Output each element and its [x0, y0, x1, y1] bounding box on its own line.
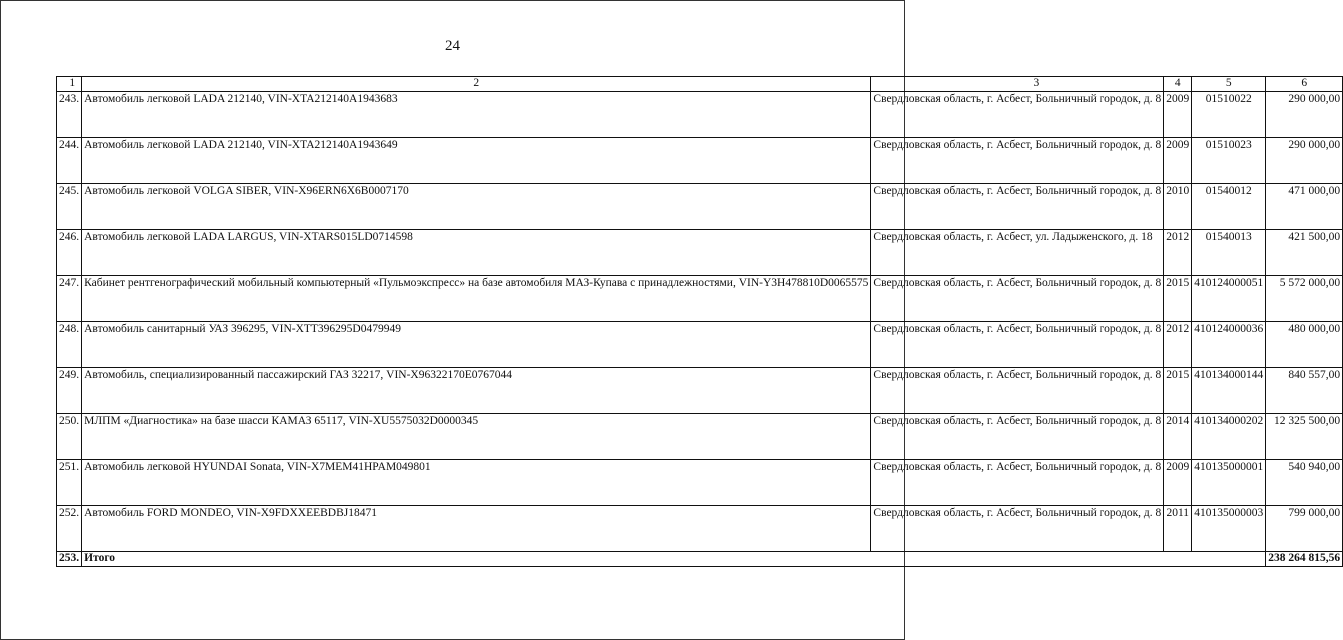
item-name: Автомобиль легковой LADA 212140, VIN-XTA212140A1943649 — [82, 138, 871, 184]
page-number: 24 — [445, 38, 460, 54]
item-cost: 290 000,00 — [1266, 92, 1343, 138]
column-header-5: 5 — [1192, 77, 1266, 92]
item-address: Свердловская область, г. Асбест, Больничный городок, д. 8 — [871, 322, 1164, 368]
table-row — [57, 506, 1343, 552]
table-row — [57, 92, 1343, 138]
inventory-number: 01540013 — [1192, 230, 1266, 276]
item-cost: 12 325 500,00 — [1266, 414, 1343, 460]
inventory-number: 410134000202 — [1192, 414, 1266, 460]
column-header-6: 6 — [1266, 77, 1343, 92]
item-address: Свердловская область, г. Асбест, Больничный городок, д. 8 — [871, 92, 1164, 138]
item-address: Свердловская область, г. Асбест, Больничный городок, д. 8 — [871, 506, 1164, 552]
inventory-number: 410135000003 — [1192, 506, 1266, 552]
item-name: Автомобиль санитарный УАЗ 396295, VIN-XTT396295D0479949 — [82, 322, 871, 368]
total-blank-cell — [871, 552, 1164, 567]
row-number: 250. — [57, 414, 82, 460]
item-cost: 480 000,00 — [1266, 322, 1343, 368]
item-cost: 540 940,00 — [1266, 460, 1343, 506]
item-address: Свердловская область, г. Асбест, Больничный городок, д. 8 — [871, 460, 1164, 506]
table-row — [57, 276, 1343, 322]
item-address: Свердловская область, г. Асбест, Больничный городок, д. 8 — [871, 276, 1164, 322]
item-address: Свердловская область, г. Асбест, ул. Ладыженского, д. 18 — [871, 230, 1164, 276]
column-header-4: 4 — [1164, 77, 1192, 92]
row-number: 247. — [57, 276, 82, 322]
row-number: 251. — [57, 460, 82, 506]
item-year: 2015 — [1164, 276, 1192, 322]
item-name: Автомобиль легковой HYUNDAI Sonata, VIN-X7MEM41HPAM049801 — [82, 460, 871, 506]
inventory-number: 410124000051 — [1192, 276, 1266, 322]
total-cost: 238 264 815,56 — [1266, 552, 1343, 567]
item-cost: 840 557,00 — [1266, 368, 1343, 414]
column-header-3: 3 — [871, 77, 1164, 92]
table-row — [57, 322, 1343, 368]
table-row — [57, 460, 1343, 506]
row-number: 243. — [57, 92, 82, 138]
total-row-number: 253. — [57, 552, 82, 567]
table-row — [57, 184, 1343, 230]
item-name: Автомобиль FORD MONDEO, VIN-X9FDXXEEBDBJ18471 — [82, 506, 871, 552]
item-year: 2012 — [1164, 230, 1192, 276]
row-number: 244. — [57, 138, 82, 184]
item-year: 2014 — [1164, 414, 1192, 460]
row-number: 246. — [57, 230, 82, 276]
column-header-1: 1 — [57, 77, 82, 92]
item-cost: 799 000,00 — [1266, 506, 1343, 552]
column-header-2: 2 — [82, 77, 871, 92]
table-header-row — [57, 77, 1343, 92]
item-year: 2009 — [1164, 138, 1192, 184]
item-address: Свердловская область, г. Асбест, Больничный городок, д. 8 — [871, 138, 1164, 184]
table-row — [57, 230, 1343, 276]
inventory-number: 410134000144 — [1192, 368, 1266, 414]
item-name: МЛПМ «Диагностика» на базе шасси КАМАЗ 65117, VIN-XU5575032D0000345 — [82, 414, 871, 460]
item-address: Свердловская область, г. Асбест, Больничный городок, д. 8 — [871, 368, 1164, 414]
item-address: Свердловская область, г. Асбест, Больничный городок, д. 8 — [871, 184, 1164, 230]
item-year: 2010 — [1164, 184, 1192, 230]
table-row — [57, 414, 1343, 460]
row-number: 252. — [57, 506, 82, 552]
item-name: Автомобиль легковой LADA 212140, VIN-XTA212140A1943683 — [82, 92, 871, 138]
item-name: Кабинет рентгенографический мобильный компьютерный «Пульмоэкспресс» на базе автомобиля МАЗ-Купава с принадлежностями, VIN-Y3H478810D0065575 — [82, 276, 871, 322]
inventory-number: 01510023 — [1192, 138, 1266, 184]
item-year: 2009 — [1164, 92, 1192, 138]
table-row — [57, 138, 1343, 184]
item-year: 2012 — [1164, 322, 1192, 368]
row-number: 248. — [57, 322, 82, 368]
inventory-number: 410135000001 — [1192, 460, 1266, 506]
inventory-number: 01510022 — [1192, 92, 1266, 138]
inventory-number: 410124000036 — [1192, 322, 1266, 368]
row-number: 249. — [57, 368, 82, 414]
item-cost: 471 000,00 — [1266, 184, 1343, 230]
inventory-number: 01540012 — [1192, 184, 1266, 230]
property-table — [56, 76, 1343, 567]
item-cost: 5 572 000,00 — [1266, 276, 1343, 322]
row-number: 245. — [57, 184, 82, 230]
item-address: Свердловская область, г. Асбест, Больничный городок, д. 8 — [871, 414, 1164, 460]
item-year: 2015 — [1164, 368, 1192, 414]
item-cost: 290 000,00 — [1266, 138, 1343, 184]
item-name: Автомобиль легковой LADA LARGUS, VIN-XTARS015LD0714598 — [82, 230, 871, 276]
total-blank-cell — [1164, 552, 1192, 567]
total-row — [57, 552, 1343, 567]
total-label: Итого — [82, 552, 871, 567]
item-cost: 421 500,00 — [1266, 230, 1343, 276]
total-blank-cell — [1192, 552, 1266, 567]
table-row — [57, 368, 1343, 414]
item-year: 2011 — [1164, 506, 1192, 552]
item-year: 2009 — [1164, 460, 1192, 506]
item-name: Автомобиль, специализированный пассажирский ГАЗ 32217, VIN-X96322170E0767044 — [82, 368, 871, 414]
item-name: Автомобиль легковой VOLGA SIBER, VIN-X96ERN6X6B0007170 — [82, 184, 871, 230]
